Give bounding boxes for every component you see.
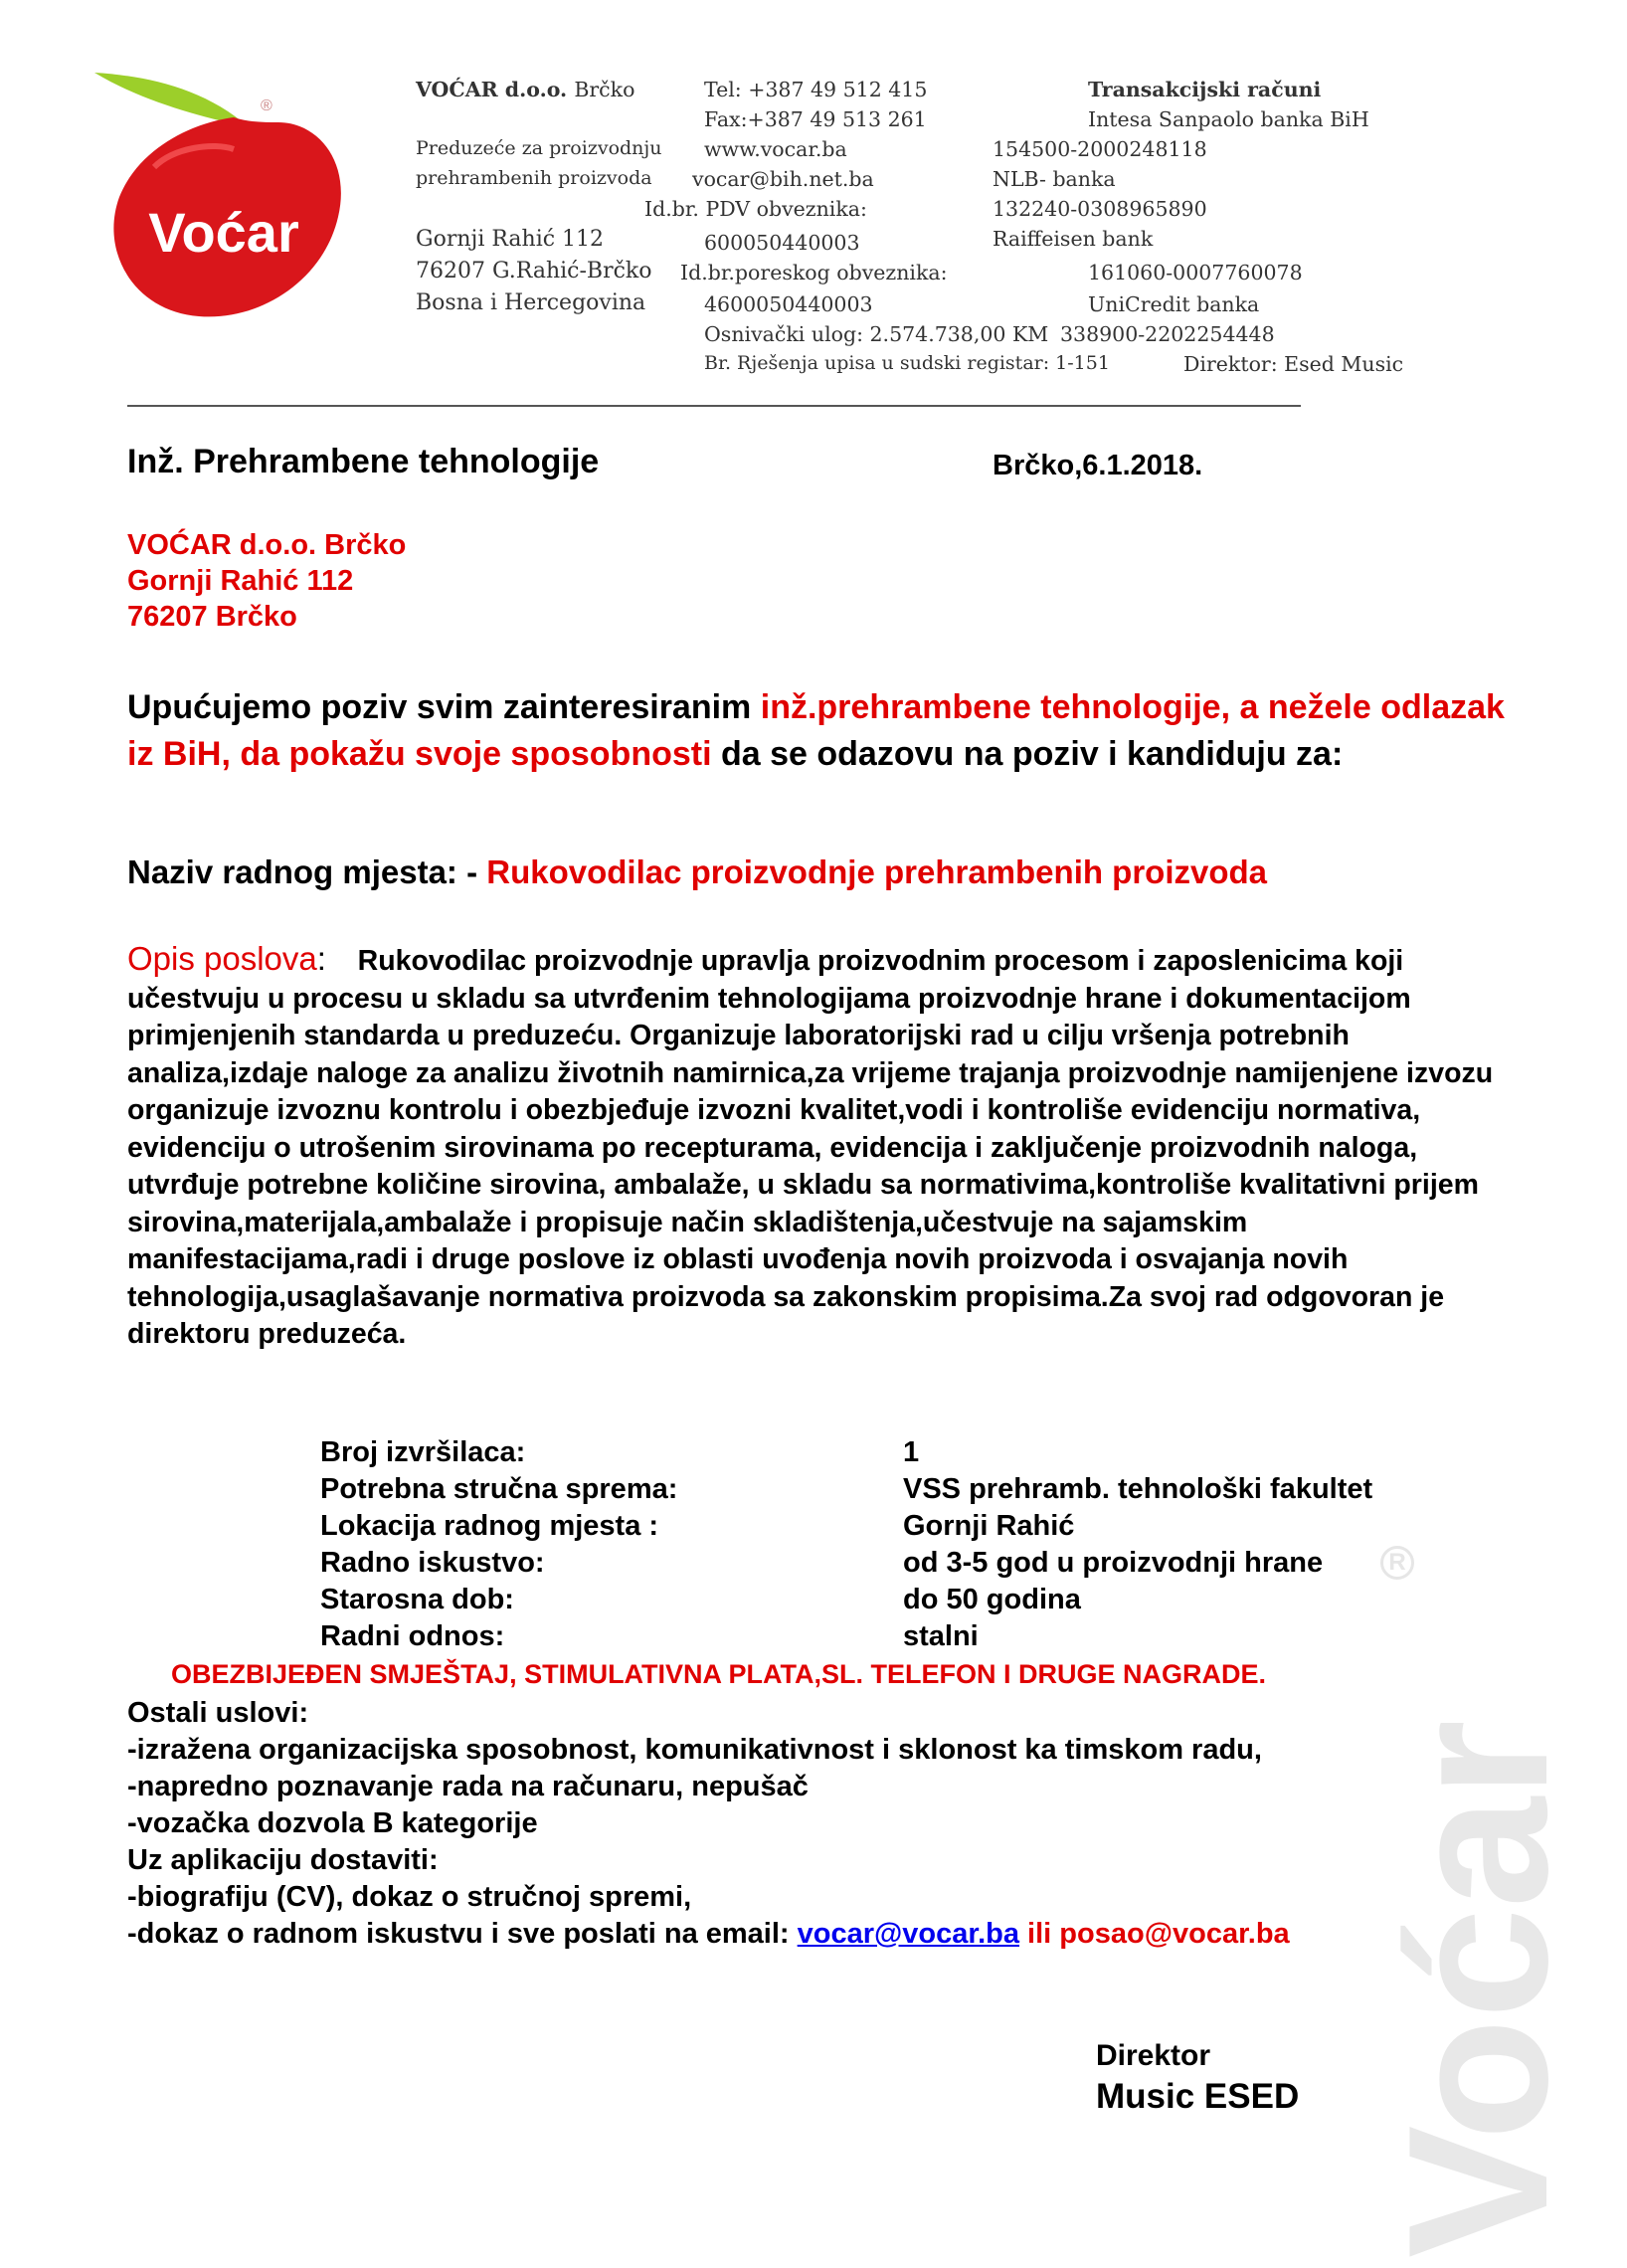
company-city: Brčko (574, 78, 635, 101)
req-label: Potrebna stručna sprema: (320, 1473, 678, 1505)
header-bank-4: UniCredit banka (1088, 292, 1260, 316)
header-desc-2: prehrambenih proizvoda (416, 167, 652, 189)
header-desc-1: Preduzeće za proizvodnju (416, 137, 662, 159)
recipient-address-1: VOĆAR d.o.o. Brčko (127, 529, 407, 561)
position-name-label: Naziv radnog mjesta: - (127, 853, 487, 890)
intro-paragraph (127, 684, 1520, 778)
job-description (127, 940, 1520, 1354)
position-name-line (127, 853, 1267, 891)
header-address-1: Gornji Rahić 112 (416, 227, 605, 252)
job-description-label: Opis poslova (127, 940, 317, 977)
req-value: do 50 godina (903, 1584, 1081, 1615)
job-description-colon: : (316, 940, 326, 977)
req-value: stalni (903, 1620, 979, 1652)
header-tax-value: 4600050440003 (704, 292, 873, 316)
email-or: ili (1019, 1918, 1060, 1950)
intro-text-highlight: inž.prehrambene tehnologije, a nežele odlazak iz BiH, da pokažu svoje sposobnosti (127, 688, 1505, 773)
conditions-line: -vozačka dozvola B kategorije (127, 1807, 538, 1839)
conditions-line: Uz aplikaciju dostaviti: (127, 1844, 439, 1876)
company-name: VOĆAR d.o.o. (416, 78, 568, 101)
conditions-line: Ostali uslovi: (127, 1697, 309, 1729)
header-fax: Fax:+387 49 513 261 (704, 107, 927, 131)
header-account-3: 161060-0007760078 (1088, 261, 1303, 284)
header-bank-2: NLB- banka (993, 167, 1116, 191)
svg-text:Voćar: Voćar (1367, 1719, 1589, 2258)
req-label: Lokacija radnog mjesta : (320, 1510, 659, 1542)
conditions-line: -izražena organizacijska sposobnost, komunikativnost i sklonost ka timskom radu, (127, 1734, 1262, 1766)
email-link-posao[interactable]: posao@vocar.ba (1059, 1918, 1290, 1950)
header-account-2: 132240-0308965890 (993, 197, 1207, 221)
conditions-line: -biografiju (CV), dokaz o stručnoj spremi, (127, 1881, 692, 1913)
header-pdv-label: Id.br. PDV obveznika: (644, 197, 867, 221)
header-tax-label: Id.br.poreskog obveznika: (680, 261, 948, 284)
req-value: VSS prehramb. tehnološki fakultet (903, 1473, 1373, 1505)
job-description-text: Rukovodilac proizvodnje upravlja proizvodnim procesom i zaposlenicima koji učestvuju u procesu u skladu sa utvrđenim tehnologijama proizvodnje hrane i dokumentacijom primjenjenih standarda u preduzeću. Organizuje laboratorijski rad u cilju vršenja potrebnih analiza,izdaje naloge za analizu životnih namirnica,za vrijeme trajanja proizvodnje namijenjene izvozu organizuje izvoznu kontrolu i obezbjeđuje izvozni kvalitet,vodi i kontroliše evidenciju normativa, evidenciju o utrošenim sirovinama po recepturama, evidencija i zaključenje proizvodnih naloga, utvrđuje potrebne količine sirovina, ambalaže, u skladu sa normativima,kontroliše kvalitativni prijem sirovina,materijala,ambalaže i propisuje način skladištenja,učestvuje na sajamskim manifestacijama,radi i druge poslove iz oblasti uvođenja novih proizvoda i osvajanja novih tehnologija,usaglašavanje normativa proizvoda sa zakonskim propisima.Za svoj rad odgovoran je direktoru preduzeća. (127, 945, 1494, 1350)
header-bank-1: Intesa Sanpaolo banka BiH (1088, 107, 1369, 131)
header-account-4: 338900-2202254448 (1060, 322, 1275, 346)
signature-name: Music ESED (1096, 2077, 1300, 2116)
conditions-email-line (127, 1918, 1290, 1951)
header-pdv-value: 600050440003 (704, 231, 860, 255)
intro-text-c: da se odazovu na poziv i kandiduju za: (711, 735, 1344, 773)
header-tel: Tel: +387 49 512 415 (704, 78, 928, 101)
conditions-line: -napredno poznavanje rada na računaru, nepušač (127, 1771, 809, 1802)
registered-mark: ® (261, 97, 272, 114)
position-name-value: Rukovodilac proizvodnje prehrambenih proizvoda (486, 853, 1268, 890)
header-address-3: Bosna i Hercegovina (416, 290, 646, 315)
vocar-watermark (1323, 1592, 1621, 2268)
header-director: Direktor: Esed Music (1183, 352, 1404, 376)
signature-title: Direktor (1096, 2039, 1211, 2072)
benefits-banner: OBEZBIJEĐEN SMJEŠTAJ, STIMULATIVNA PLATA,SL. TELEFON I DRUGE NAGRADE. (171, 1659, 1267, 1689)
vocar-logo (85, 68, 353, 336)
position-title: Inž. Prehrambene tehnologije (127, 443, 600, 480)
email-link-vocar[interactable]: vocar@vocar.ba (797, 1918, 1019, 1950)
header-email-link[interactable]: vocar@bih.net.ba (692, 167, 874, 191)
conditions-email-text: -dokaz o radnom iskustvu i sve poslati na email: (127, 1918, 798, 1950)
header-address-2: 76207 G.Rahić-Brčko (416, 259, 652, 284)
req-value: 1 (903, 1436, 920, 1468)
document-date: Brčko,6.1.2018. (993, 450, 1203, 481)
header-account-1: 154500-2000248118 (993, 137, 1207, 161)
req-value: od 3-5 god u proizvodnji hrane (903, 1547, 1324, 1579)
intro-text-a: Upućujemo poziv svim zainteresiranim (127, 688, 761, 726)
header-capital: Osnivački ulog: 2.574.738,00 KM (704, 322, 1049, 346)
req-label: Broj izvršilaca: (320, 1436, 526, 1468)
req-label: Radni odnos: (320, 1620, 505, 1652)
header-bank-3: Raiffeisen bank (993, 227, 1154, 251)
req-label: Starosna dob: (320, 1584, 514, 1615)
header-company (416, 78, 634, 101)
header-accounts-title: Transakcijski računi (1088, 78, 1322, 101)
header-registry: Br. Rješenja upisa u sudski registar: 1-151 (704, 352, 1110, 374)
header-web-link[interactable]: www.vocar.ba (704, 137, 847, 161)
req-value: Gornji Rahić (903, 1510, 1075, 1542)
req-label: Radno iskustvo: (320, 1547, 545, 1579)
recipient-address-2: Gornji Rahić 112 (127, 565, 354, 597)
header-divider (127, 405, 1301, 407)
logo-text: Voćar (148, 201, 299, 264)
registered-watermark-mark: R (1380, 1546, 1414, 1580)
recipient-address-3: 76207 Brčko (127, 601, 297, 633)
